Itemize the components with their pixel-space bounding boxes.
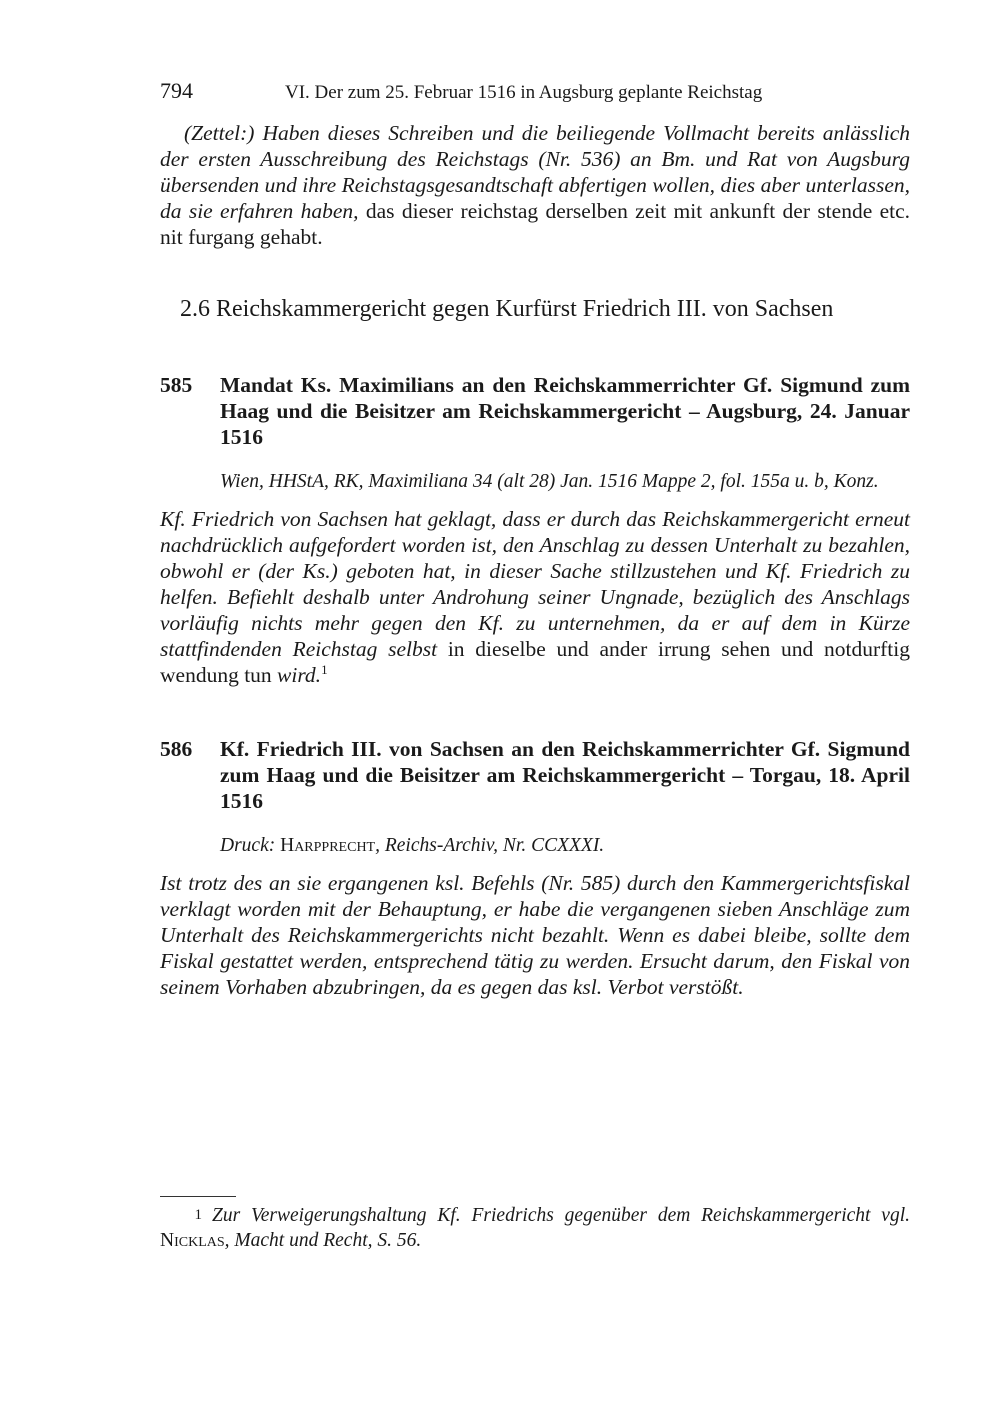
doc-586-number: 586 xyxy=(160,737,193,761)
doc-586-summary-italic: Ist trotz des an sie ergangenen ksl. Befehls (Nr. 585) durch den Kammergerichtsfiskal verklagt worden mit der Behauptung, er habe die vergangenen sieben Anschläge zum Unterhalt des Reichskammergerichts nicht bezahlt. Wenn es dabei bleibe, sollte dem Fiskal gestattet werden, entsprechend tätig zu werden. Ersucht darum, den Fiskal von seinem Vorhaben abzubringen, da es gegen das ksl. Verbot verstößt. xyxy=(160,871,910,999)
doc-585-summary-italic: Kf. Friedrich von Sachsen hat geklagt, dass er durch das Reichskammergericht erneut nachdrücklich aufgefordert worden ist, den Anschlag zu dessen Unterhalt zu bezahlen, obwohl er (der Ks.) geboten hat, in dieser Sache stillzustehen und Kf. Friedrich zu helfen. Befiehlt deshalb unter Androhung seiner Ungnade, bezüglich des Anschlags vorläufig nichts mehr gegen den Kf. zu unternehmen, da er auf dem in Kürze stattfindenden Reichstag selbst xyxy=(160,507,910,661)
doc-586-source xyxy=(220,834,910,858)
doc-586-header xyxy=(160,736,910,814)
doc-585-source: Wien, HHStA, RK, Maximiliana 34 (alt 28) Jan. 1516 Mappe 2, fol. 155a u. b, Konz. xyxy=(220,471,879,492)
intro-italic: (Zettel:) Haben dieses Schreiben und die beiliegende Vollmacht bereits anlässlich der ersten Ausschreibung des Reichstags (Nr. 536) an Bm. und Rat von Augsburg übersenden und ihre Reichstagsgesandtschaft abfertigen wollen, dies aber unterlassen, da sie erfahren haben, xyxy=(160,121,910,223)
intro-roman: das dieser reichstag derselben zeit mit ankunft der stende etc. nit furgang gehabt. xyxy=(160,199,911,249)
doc-585-summary-end: wird. xyxy=(277,663,322,687)
footnote-text: Zur Verweigerungshaltung Kf. Friedrichs gegenüber dem Reichskammergericht vgl. xyxy=(212,1205,910,1226)
page-number: 794 xyxy=(160,78,193,103)
document-586 xyxy=(160,736,910,1000)
running-head xyxy=(160,78,910,108)
footnote-author: Nicklas xyxy=(160,1230,225,1251)
footnote-rest: , Macht und Recht, S. 56. xyxy=(224,1230,422,1251)
running-title: VI. Der zum 25. Februar 1516 in Augsburg geplante Reichstag xyxy=(285,82,763,103)
doc-585-summary xyxy=(160,506,910,688)
doc-585-header xyxy=(160,372,910,450)
intro-paragraph xyxy=(160,120,910,250)
doc-586-title: Kf. Friedrich III. von Sachsen an den Reichskammerrichter Gf. Sigmund zum Haag und die Beisitzer am Reichskammergericht – Torgau, 18. April 1516 xyxy=(220,737,910,813)
footnote-reference[interactable]: 1 xyxy=(321,661,328,677)
doc-586-source-rest: , Reichs-Archiv, Nr. CCXXXI. xyxy=(375,835,605,856)
section-heading: 2.6 Reichskammergericht gegen Kurfürst Friedrich III. von Sachsen xyxy=(180,296,834,322)
page-body xyxy=(160,78,910,1000)
doc-586-source-label: Druck: xyxy=(220,835,276,856)
doc-585-summary-roman: in dieselbe und ander irrung sehen und notdurftig wendung tun xyxy=(160,637,910,687)
document-585 xyxy=(160,372,910,688)
doc-586-summary xyxy=(160,870,910,1000)
footnote-number xyxy=(160,1203,212,1228)
footnote-divider xyxy=(160,1196,236,1197)
doc-586-source-author: Harpprecht xyxy=(280,835,376,856)
doc-585-title: Mandat Ks. Maximilians an den Reichskammerrichter Gf. Sigmund zum Haag und die Beisitzer am Reichskammergericht – Augsburg, 24. Januar 1516 xyxy=(220,373,910,449)
footnote-1 xyxy=(160,1203,910,1253)
doc-585-number: 585 xyxy=(160,373,193,397)
footnote-number-text: 1 xyxy=(194,1207,202,1223)
